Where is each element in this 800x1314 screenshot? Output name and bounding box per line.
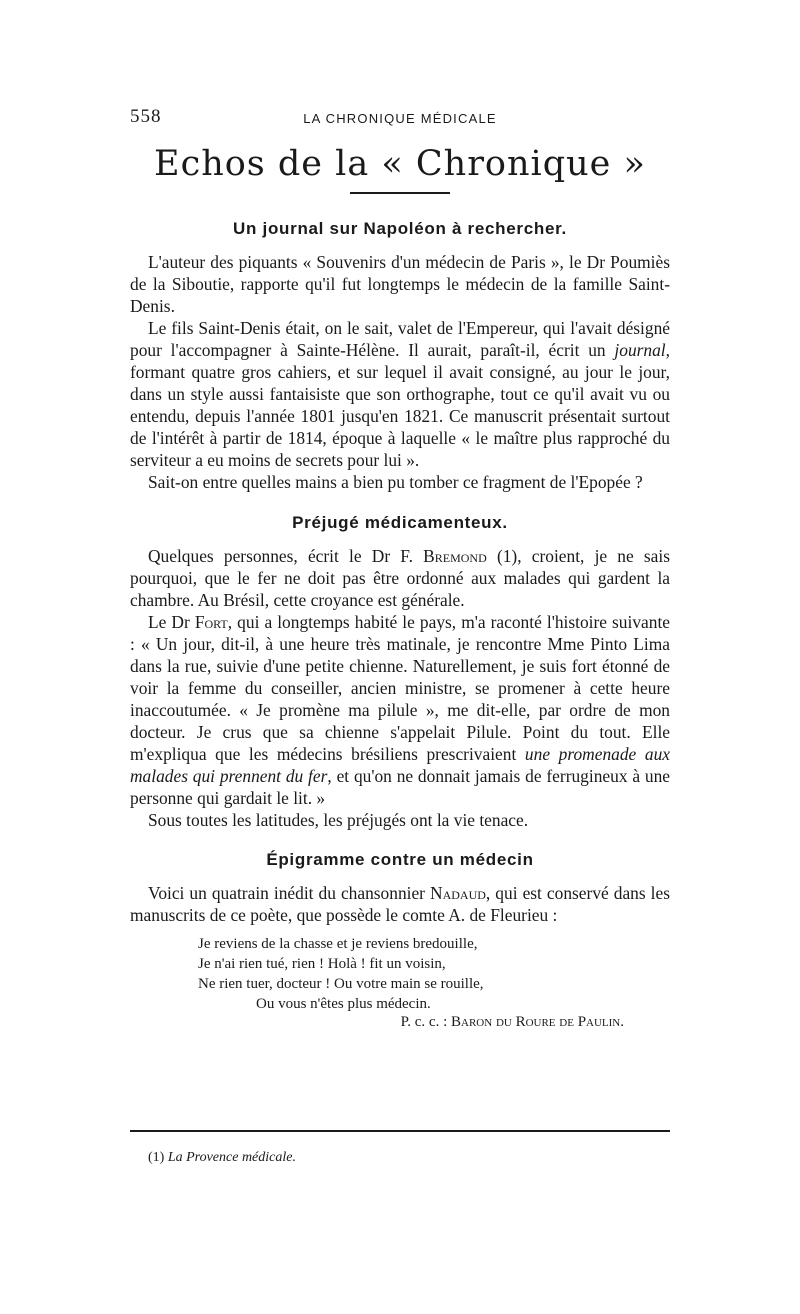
article-prejuge <box>130 545 670 831</box>
article-epigramme <box>130 882 670 1031</box>
poem <box>198 934 670 1014</box>
poem-line: Ne rien tuer, docteur ! Ou votre main se rouille, <box>198 976 484 992</box>
journal-name: LA CHRONIQUE MÉDICALE <box>303 111 497 126</box>
poem-line: Je n'ai rien tué, rien ! Holà ! fit un voisin, <box>198 956 446 972</box>
footnote: (1) La Provence médicale. <box>148 1150 296 1165</box>
author-name: Bremond <box>423 546 487 566</box>
poem-line: Ou vous n'êtes plus médecin. <box>256 996 431 1012</box>
paragraph: Sous toutes les latitudes, les préjugés ont la vie tenace. <box>148 810 529 830</box>
article-napoleon-journal <box>130 251 670 493</box>
paragraph: Le fils Saint-Denis était, on le sait, valet de l'Empereur, qui l'avait désigné pour l'accompagner à Sainte-Hélène. Il aurait, paraît-il, écrit un journal, formant quatre gros cahiers, et sur lequel il avait consigné, au jour le jour, dans un style aussi fantaisiste que son orthographe, tout ce qu'il avait vu ou entendu, depuis l'année 1801 jusqu'en 1821. Ce manuscrit présentait surtout de l'intérêt à partir de 1814, époque à laquelle « le maître plus rapproché du serviteur a eu moins de secrets pour lui ». <box>130 318 670 470</box>
footnote-divider <box>130 1130 670 1132</box>
article-title-napoleon-journal: Un journal sur Napoléon à rechercher. <box>233 219 567 238</box>
running-head <box>130 100 670 130</box>
poem-signature: P. c. c. : Baron du Roure de Paulin. <box>400 1014 624 1030</box>
paragraph: Le Dr Fort, qui a longtemps habité le pays, m'a raconté l'histoire suivante : « Un jour, dit-il, à une heure très matinale, je rencontre Mme Pinto Lima dans la rue, suivie d'une petite chienne. Naturellement, je suis fort étonné de voir la femme du conseiller, ancien ministre, se promener à cette heure inaccoutumée. « Je promène ma pilule », me dit-elle, par ordre de mon docteur. Je crus que sa chienne s'appelait Pilule. Point du tout. Elle m'expliqua que les médecins brésiliens prescrivaient une promenade aux malades qui prennent du fer, et qu'on ne donnait jamais de ferrugineux à une personne qui gardait le lit. » <box>130 612 671 808</box>
title-divider <box>350 192 450 194</box>
paragraph: Sait-on entre quelles mains a bien pu tomber ce fragment de l'Epopée ? <box>148 472 643 492</box>
article-title-epigramme: Épigramme contre un médecin <box>266 850 534 869</box>
author-name: Nadaud <box>430 883 486 903</box>
paragraph: Voici un quatrain inédit du chansonnier Nadaud, qui est conservé dans les manuscrits de ce poète, que possède le comte A. de Fleurieu : <box>130 883 671 925</box>
article-title-prejuge: Préjugé médicamenteux. <box>292 513 508 532</box>
page-number: 558 <box>130 106 162 127</box>
poem-line: Je reviens de la chasse et je reviens bredouille, <box>198 936 478 952</box>
author-name: Fort <box>194 612 228 632</box>
section-title: Echos de la « Chronique » <box>154 144 646 184</box>
paragraph: Quelques personnes, écrit le Dr F. Bremond (1), croient, je ne sais pourquoi, que le fer ne doit pas être ordonné aux malades qui gardent la chambre. Au Brésil, cette croyance est générale. <box>130 546 670 610</box>
paragraph: L'auteur des piquants « Souvenirs d'un médecin de Paris », le Dr Poumiès de la Siboutie, rapporte qu'il fut longtemps le médecin de la famille Saint-Denis. <box>130 252 670 316</box>
page <box>130 100 670 1031</box>
